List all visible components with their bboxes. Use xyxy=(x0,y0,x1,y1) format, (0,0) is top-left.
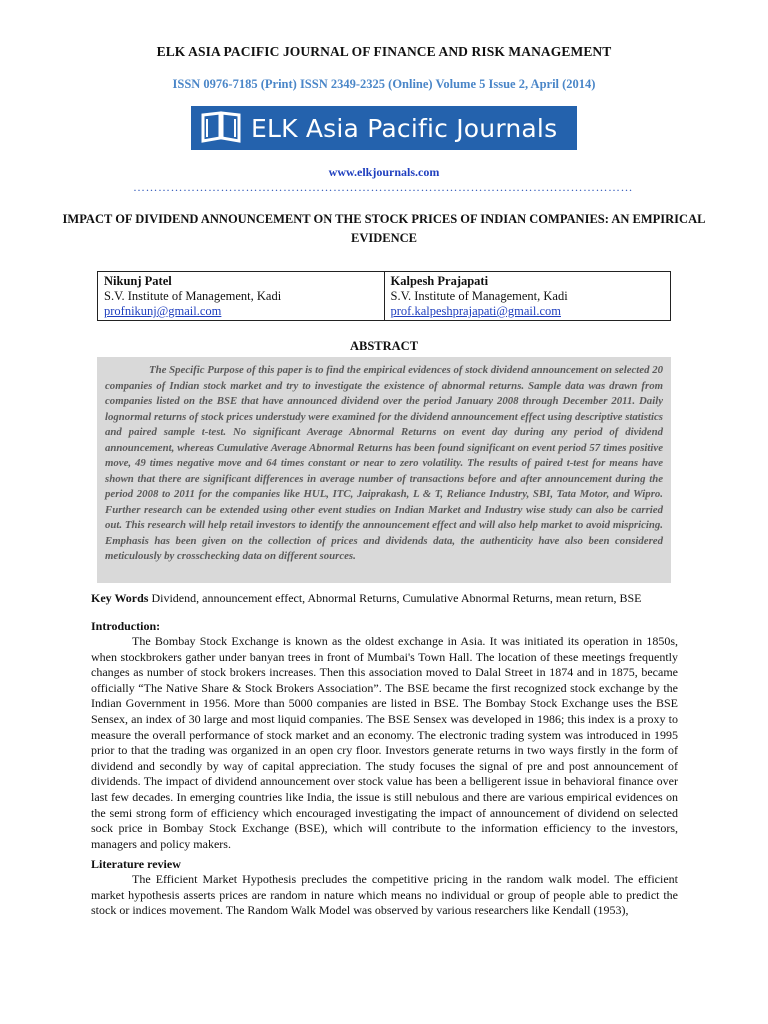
literature-heading: Literature review xyxy=(91,857,181,871)
website-link[interactable]: www.elkjournals.com xyxy=(328,165,440,179)
abstract-text: The Specific Purpose of this paper is to find the empirical evidences of stock dividend announcement on selected 20 companies of Indian stock market and try to investigate the existence of abnormal returns. Sample data was drawn from companies listed on the BSE that have announced dividend over the period January 2008 through December 2011. Daily lognormal returns of stock prices understudy were examined for the dividend announcement effect using descriptive statistics and paired sample t-test. No significant Average Abnormal Returns on event day during any period of dividend announcement, whereas Cumulative Average Abnormal Returns has been found significant on event period 57 times positive move, 49 times negative move and 64 times constant or near to zero volatility. The results of paired t-test for means have shown that there are significant differences in average number of transactions before and after announcement during the period 2008 to 2011 for the companies like HUL, ITC, Jaiprakash, L & T, Reliance Industry, SBI, Tata Motor, and Wipro. Further research can be extended using other event studies on Indian Market and Industry wise study can also be carried out. This research will help retail investors to identify the announcement effect and will also help market to avoid mispricing. Emphasis has been given on the collection of prices and dividends data, the authenticity have also been considered meticulously by crosschecking data on different sources. xyxy=(105,364,663,562)
author-affiliation: S.V. Institute of Management, Kadi xyxy=(390,289,568,303)
literature-paragraph: The Efficient Market Hypothesis precludes the competitive pricing in the random walk model. The efficient market hypothesis asserts prices are random in nature which means no individual or group of people able to predict the stock or indices movement. The Random Walk Model was observed by various researchers like Kendall (1953), xyxy=(91,872,678,918)
keywords-label: Key Words xyxy=(91,591,149,605)
author-name: Nikunj Patel xyxy=(104,274,172,288)
keywords-text: Dividend, announcement effect, Abnormal Returns, Cumulative Abnormal Returns, mean return, BSE xyxy=(148,591,642,605)
journal-title: ELK ASIA PACIFIC JOURNAL OF FINANCE AND RISK MANAGEMENT xyxy=(156,44,612,59)
paper-title: IMPACT OF DIVIDEND ANNOUNCEMENT ON THE STOCK PRICES OF INDIAN COMPANIES: AN EMPIRICAL EVIDENCE xyxy=(62,212,706,245)
author-name: Kalpesh Prajapati xyxy=(390,274,489,288)
dotted-rule: ………………………………………………………………………………………………………… xyxy=(133,180,633,194)
banner-text: ELK Asia Pacific Journals xyxy=(251,113,558,143)
introduction-body xyxy=(91,634,678,852)
introduction-paragraph: The Bombay Stock Exchange is known as the oldest exchange in Asia. It was initiated its operation in 1850s, when stockbrokers gather under banyan trees in front of Mumbai's Town Hall. The location of these meetings frequently changes as number of stock brokers increases. Then this association moved to Dalal Street in 1874 and in 1875, became officially “The Native Share & Stock Brokers Association”. The BSE became the first recognized stock exchange by the Indian Government in 1956. More than 5000 companies are listed in BSE. The Bombay Stock Exchange uses the BSE Sensex, an index of 30 large and most liquid companies. The BSE Sensex was developed in 1986; this index is a proxy to measure the overall performance of stock market and an economy. The electronic trading system was introduced in 1995 prior to that the trading was organized in an open cry floor. Investors generate returns in two ways firstly in the form of dividend and secondly by way of capital appreciation. The study focuses the signal of pre and post announcement of dividends. The impact of dividend announcement over stock value has been a belligerent issue in behavioral finance over last few decades. In emerging countries like India, the issue is still nebulous and there are various empirical evidences on the semi strong form of efficiency which encouraged investigating the impact of announcement of dividend on selected sock price in Bombay Stock Exchange (BSE), which will contribute to the information efficiency to the investors, managers and policy makers. xyxy=(91,634,678,851)
author-email-link[interactable]: prof.kalpeshprajapati@gmail.com xyxy=(390,304,561,318)
journal-banner xyxy=(191,106,577,150)
abstract-heading: ABSTRACT xyxy=(349,339,419,353)
author-affiliation: S.V. Institute of Management, Kadi xyxy=(104,289,282,303)
literature-body xyxy=(91,872,678,919)
open-book-icon xyxy=(199,111,243,145)
keywords-line xyxy=(91,591,691,606)
introduction-heading: Introduction: xyxy=(91,619,161,633)
authors-table xyxy=(97,271,671,321)
issn-line: ISSN 0976-7185 (Print) ISSN 2349-2325 (Online) Volume 5 Issue 2, April (2014) xyxy=(172,77,596,91)
author-cell xyxy=(98,272,384,320)
abstract-box xyxy=(97,357,671,583)
author-cell xyxy=(384,272,671,320)
author-email-link[interactable]: profnikunj@gmail.com xyxy=(104,304,222,318)
